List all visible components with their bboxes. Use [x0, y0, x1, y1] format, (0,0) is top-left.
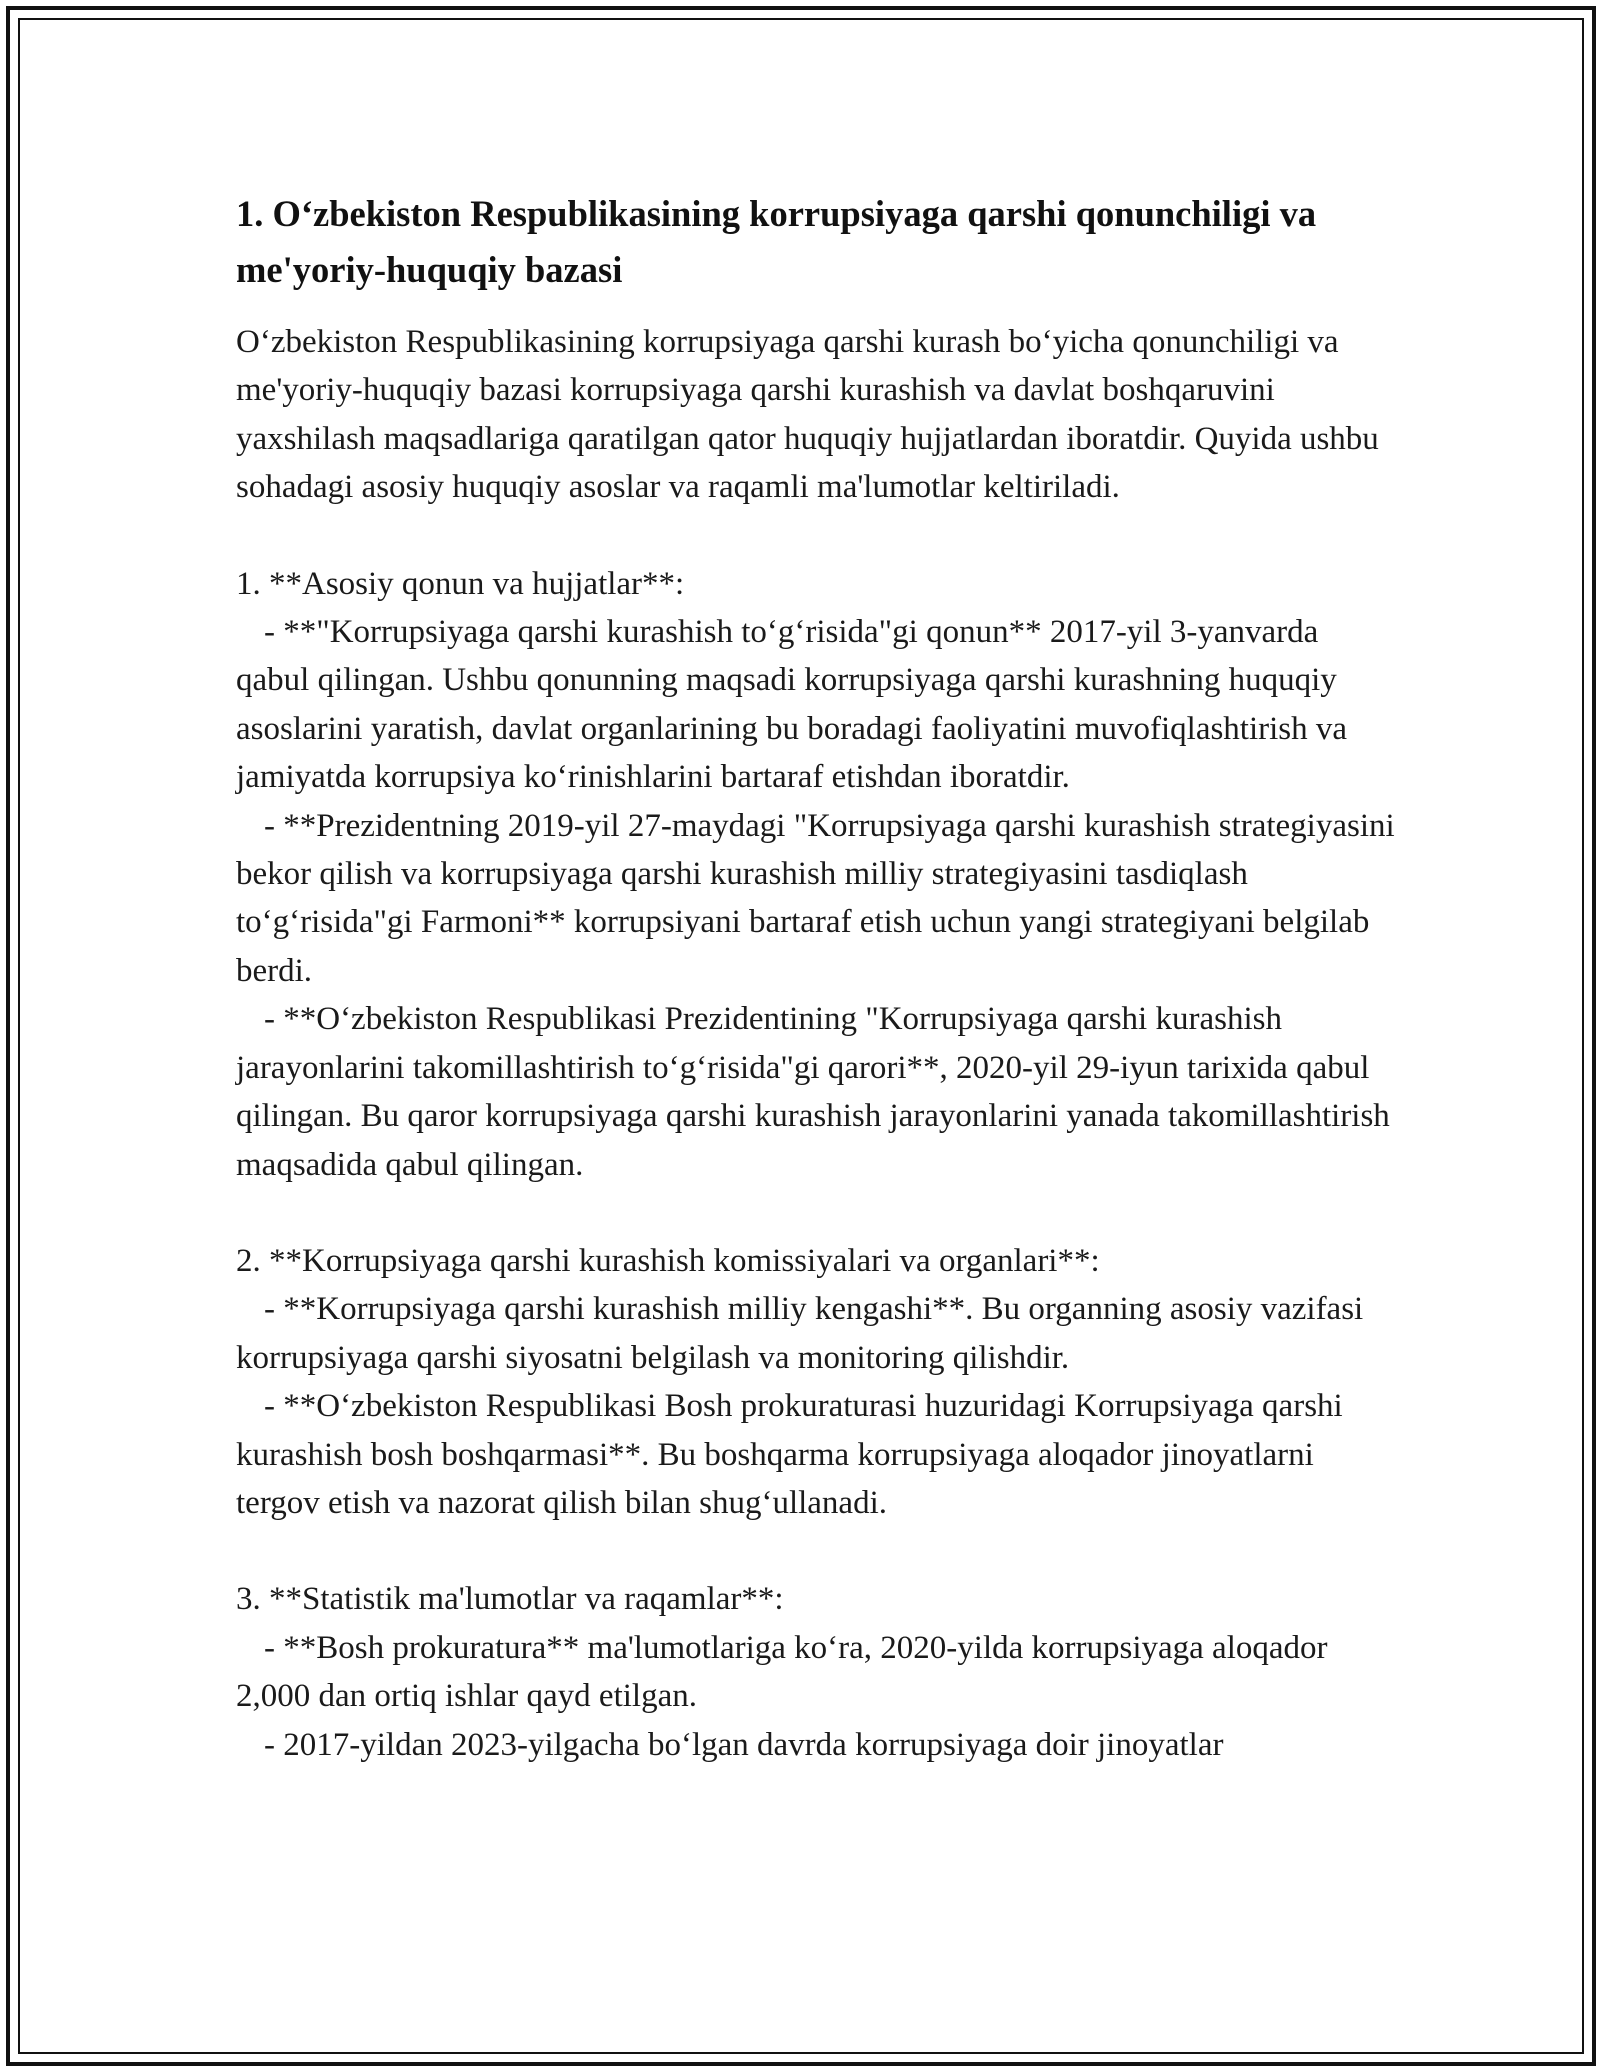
list-item: - 2017-yildan 2023-yilgacha bo‘lgan davrda korrupsiyaga doir jinoyatlar	[264, 1726, 1224, 1763]
list-item: - **"Korrupsiyaga qarshi kurashish to‘g‘risida"gi qonun** 2017-yil 3-yanvarda qabul qilingan. Ushbu qonunning maqsadi korrupsiyaga qarshi kurashning huquqiy asoslarini yaratish, davlat organlarining bu boradagi faoliyatini muvofiqlashtirish va jamiyatda korrupsiya ko‘rinishlarini bartaraf etishdan iboratdir.	[236, 614, 1348, 796]
intro-paragraph: O‘zbekiston Respublikasining korrupsiyaga qarshi kurash bo‘yicha qonunchiligi va me'yoriy-huquqiy bazasi korrupsiyaga qarshi kurashish va davlat boshqaruvini yaxshilash maqsadlariga qaratilgan qator huquqiy hujjatlardan iboratdir. Quyida ushbu sohadagi asosiy huquqiy asoslar va raqamli ma'lumotlar keltiriladi.	[236, 324, 1379, 506]
section-statistics	[236, 1575, 1396, 1769]
section-main-laws	[236, 560, 1396, 1189]
document-body	[236, 186, 1396, 1769]
section-title: 3. **Statistik ma'lumotlar va raqamlar**:	[236, 1581, 784, 1618]
list-item: - **O‘zbekiston Respublikasi Prezidentining "Korrupsiyaga qarshi kurashish jarayonlarini takomillashtirish to‘g‘risida"gi qarori**, 2020-yil 29-iyun tarixida qabul qilingan. Bu qaror korrupsiyaga qarshi kurashish jarayonlarini yanada takomillashtirish maqsadida qabul qilingan.	[236, 1001, 1390, 1183]
section-title: 1. **Asosiy qonun va hujjatlar**:	[236, 565, 685, 602]
document-heading: 1. O‘zbekiston Respublikasining korrupsiyaga qarshi qonunchiligi va me'yoriy-huquqiy bazasi	[236, 193, 1317, 290]
section-title: 2. **Korrupsiyaga qarshi kurashish komissiyalari va organlari**:	[236, 1242, 1100, 1279]
list-item: - **Korrupsiyaga qarshi kurashish milliy kengashi**. Bu organning asosiy vazifasi korrupsiyaga qarshi siyosatni belgilash va monitoring qilishdir.	[236, 1291, 1364, 1376]
list-item: - **Bosh prokuratura** ma'lumotlariga ko‘ra, 2020-yilda korrupsiyaga aloqador 2,000 dan ortiq ishlar qayd etilgan.	[236, 1629, 1328, 1715]
list-item: - **Prezidentning 2019-yil 27-maydagi "Korrupsiyaga qarshi kurashish strategiyasini bekor qilish va korrupsiyaga qarshi kurashish milliy strategiyasini tasdiqlash to‘g‘risida"gi Farmoni** korrupsiyani bartaraf etish uchun yangi strategiyani belgilab berdi.	[236, 807, 1395, 989]
list-item: - **O‘zbekiston Respublikasi Bosh prokuraturasi huzuridagi Korrupsiyaga qarshi kurashish bosh boshqarmasi**. Bu boshqarma korrupsiyaga aloqador jinoyatlarni tergov etish va nazorat qilish bilan shug‘ullanadi.	[236, 1388, 1343, 1521]
section-commissions	[236, 1237, 1396, 1527]
